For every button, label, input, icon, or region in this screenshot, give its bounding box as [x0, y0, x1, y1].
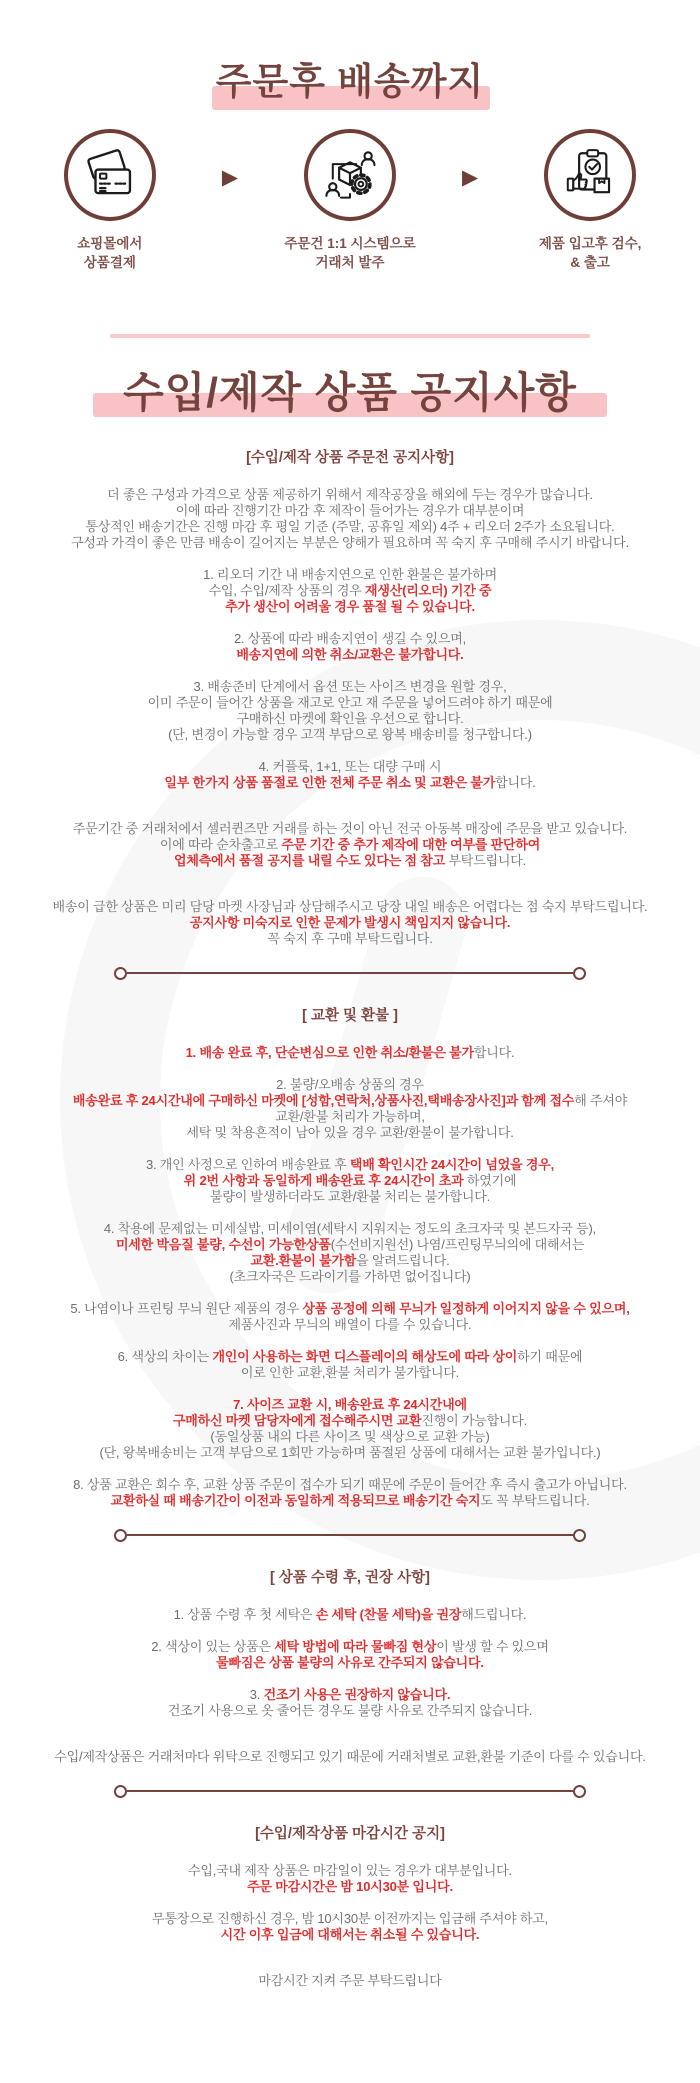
text-line [0, 1077, 700, 1093]
text-line [0, 1301, 700, 1317]
process-row [0, 129, 700, 272]
spacer [0, 807, 700, 821]
paragraph [0, 1221, 700, 1285]
body-text: 2. 색상이 있는 상품은 [151, 1638, 275, 1654]
body-text: 3. 배송준비 단계에서 옵션 또는 사이즈 변경을 원할 경우, [193, 678, 507, 694]
body-text: 해드립니다. [461, 1606, 527, 1622]
emphasis-text: 주문 기간 중 추가 제작에 대한 여부를 판단하여 [281, 836, 541, 852]
body-text: 3. 개인 사정으로 인하여 배송완료 후 [145, 1156, 350, 1172]
step-label-line: & 출고 [570, 254, 610, 270]
notice-title-text: 수입/제작 상품 공지사항 [123, 368, 577, 416]
emphasis-text: 개인이 사용하는 화면 디스플레이의 해상도에 따라 상이 [212, 1348, 518, 1364]
text-line [0, 1237, 700, 1253]
body-text: 통상적인 배송기간은 진행 마감 후 평일 기준 (주말, 공휴일 제외) 4주 + 리오더 2주가 소요됩니다. [85, 518, 615, 534]
body-text: 하기 때문에 [517, 1348, 583, 1364]
body-text: 을 알려드립니다. [356, 1252, 450, 1268]
emphasis-text: 배송지연에 의한 취소/교환은 불가합니다. [236, 646, 464, 662]
body-text: (동일상품 내의 다른 사이즈 및 색상으로 교환 가능) [210, 1428, 490, 1444]
spacer [0, 885, 700, 899]
text-line [0, 487, 700, 503]
text-line [0, 899, 700, 915]
divider-ring [114, 967, 127, 980]
paragraph [0, 1973, 700, 1989]
section-divider [114, 1529, 586, 1542]
body-text: 세탁 및 착용흔적이 남아 있을 경우 교환/환불이 불가합니다. [186, 1124, 514, 1140]
text-line [0, 567, 700, 583]
text-line [0, 1445, 700, 1461]
divider-ring [114, 1529, 127, 1542]
step-label [77, 234, 142, 272]
body-text: 3. [249, 1686, 264, 1702]
paragraph [0, 567, 700, 615]
emphasis-text: 세탁 방법에 따라 물빠짐 현상 [274, 1638, 437, 1654]
text-line [0, 647, 700, 663]
divider-ring [573, 1529, 586, 1542]
body-text: 합니다. [473, 1044, 515, 1060]
step-label [539, 234, 642, 272]
body-text: 6. 색상의 차이는 [117, 1348, 213, 1364]
credit-card-icon [81, 146, 139, 204]
body-text: 이로 인한 교환,환불 처리가 불가합니다. [240, 1364, 460, 1380]
divider-ring [573, 1785, 586, 1798]
text-line [0, 535, 700, 551]
body-text: 진행이 가능합니다. [421, 1412, 528, 1428]
body-text: 수입/제작상품은 거래처마다 위탁으로 진행되고 있기 때문에 거래처별로 교환,환불 기준이 다를 수 있습니다. [54, 1748, 646, 1764]
paragraph [0, 487, 700, 551]
text-line [0, 1045, 700, 1061]
emphasis-text: 주문 마감시간은 밤 10시30분 입니다. [247, 1878, 453, 1894]
step-label-line: 거래처 발주 [315, 254, 385, 270]
step-label-line: 쇼핑몰에서 [77, 235, 143, 251]
body-text: 도 꼭 부탁드립니다. [480, 1492, 590, 1508]
step-label-line: 주문건 1:1 시스템으로 [284, 235, 416, 251]
paragraph [0, 1045, 700, 1061]
text-line [0, 1269, 700, 1285]
text-line [0, 1973, 700, 1989]
body-text: 주문기간 중 거래처에서 셀러퀸즈만 거래를 하는 것이 아닌 전국 아동복 매장에 주문을 받고 있습니다. [72, 820, 628, 836]
body-text: 해 주셔야 [574, 1092, 628, 1108]
paragraph [0, 1349, 700, 1381]
process-step-order [256, 129, 444, 272]
text-line [0, 583, 700, 599]
text-line [0, 931, 700, 947]
body-text: 꼭 숙지 후 구매 부탁드립니다. [267, 930, 433, 946]
text-line [0, 711, 700, 727]
divider-ring [573, 967, 586, 980]
text-line [0, 1639, 700, 1655]
text-line [0, 503, 700, 519]
step-label [284, 234, 415, 272]
section-heading: [ 교환 및 환불 ] [302, 1007, 398, 1024]
body-text: (초크자국은 드라이기를 가하면 없어집니다) [229, 1268, 471, 1284]
text-line [0, 1703, 700, 1719]
text-line [0, 1429, 700, 1445]
body-text: (단, 왕복배송비는 고객 부담으로 1회만 가능하며 품절된 상품에 대해서는 교환 불가입니다.) [99, 1444, 601, 1460]
paragraph [0, 1301, 700, 1333]
text-line [0, 1093, 700, 1109]
arrow-right-icon: ▶ [462, 165, 479, 189]
step-circle [304, 129, 396, 221]
section-divider [114, 1785, 586, 1798]
body-text: 부탁드립니다. [445, 852, 527, 868]
spacer [0, 1959, 700, 1973]
divider-ring [114, 1785, 127, 1798]
text-line [0, 1863, 700, 1879]
emphasis-text: 배송완료 후 24시간내에 구매하신 마켓에 [성함,연락처,상품사진,택배송장사진]과 함께 접수 [72, 1092, 575, 1108]
body-text: 더 좋은 구성과 가격으로 상품 제공하기 위해서 제작공장을 해외에 두는 경우가 많습니다. [107, 486, 593, 502]
notice-content [0, 446, 700, 1989]
body-text: 5. 나염이나 프린팅 무늬 원단 제품의 경우 [70, 1300, 303, 1316]
paragraph [0, 1911, 700, 1943]
emphasis-text: 재생산(리오더) 기간 중 [365, 582, 492, 598]
text-line [0, 775, 700, 791]
body-text: 제품사진과 무늬의 배열이 다를 수 있습니다. [228, 1316, 472, 1332]
divider-line [127, 972, 573, 974]
emphasis-text: 물빠짐은 상품 불량의 사유로 간주되지 않습니다. [216, 1654, 484, 1670]
text-line [0, 1413, 700, 1429]
body-text: 합니다. [495, 774, 536, 790]
text-line [0, 1687, 700, 1703]
body-text: 마감시간 지켜 주문 부탁드립니다 [258, 1972, 442, 1988]
text-line [0, 1125, 700, 1141]
bottom-padding [0, 2005, 700, 2083]
section-heading: [수입/제작 상품 주문전 공지사항] [246, 449, 454, 466]
emphasis-text: 업체측에서 품절 공지를 내릴 수도 있다는 점 참고 [173, 852, 446, 868]
text-line [0, 599, 700, 615]
body-text: 이미 주문이 들어간 상품을 재고로 안고 재 주문을 넣어드려야 하기 때문에 [147, 694, 553, 710]
body-text: 교환/환불 처리가 가능하며, [275, 1108, 425, 1124]
text-line [0, 1879, 700, 1895]
text-line [0, 1749, 700, 1765]
body-text: 4. 커플룩, 1+1, 또는 대량 구매 시 [258, 758, 442, 774]
body-text: 무통장으로 진행하신 경우, 밤 10시30분 이전까지는 입금해 주셔야 하고, [152, 1910, 548, 1926]
body-text: 수입, 수입/제작 상품의 경우 [208, 582, 366, 598]
text-line [0, 695, 700, 711]
text-line [0, 1189, 700, 1205]
text-line [0, 519, 700, 535]
process-step-payment [16, 129, 204, 272]
emphasis-text: 구매하신 마켓 담당자에게 접수해주시면 교환 [172, 1412, 422, 1428]
emphasis-text: 추가 생산이 어려울 경우 품절 될 수 있습니다. [225, 598, 475, 614]
body-text: 배송이 급한 상품은 미리 담당 마켓 사장님과 상담해주시고 당장 내일 배송은 어렵다는 점 숙지 부탁드립니다. [52, 898, 648, 914]
body-text: 2. 상품에 따라 배송지연이 생길 수 있으며, [233, 630, 467, 646]
section-heading: [ 상품 수령 후, 권장 사항] [270, 1569, 430, 1586]
body-text: 하였기에 [463, 1172, 517, 1188]
order-system-icon [321, 146, 379, 204]
text-line [0, 1109, 700, 1125]
paragraph [0, 821, 700, 869]
text-line [0, 679, 700, 695]
emphasis-text: 교환하실 때 배송기간이 이전과 동일하게 적용되므로 배송기간 숙지 [110, 1492, 481, 1508]
text-line [0, 1655, 700, 1671]
paragraph [0, 1863, 700, 1895]
emphasis-text: 일부 한가지 상품 품절로 인한 전체 주문 취소 및 교환은 불가 [164, 774, 496, 790]
body-text: 구매하신 마켓에 확인을 우선으로 합니다. [236, 710, 464, 726]
emphasis-text: 건조기 사용은 권장하지 않습니다. [263, 1686, 451, 1702]
text-line [0, 1317, 700, 1333]
body-text: 8. 상품 교환은 회수 후, 교환 상품 주문이 접수가 되기 때문에 주문이 들어간 후 즉시 출고가 아닙니다. [73, 1476, 627, 1492]
paragraph [0, 631, 700, 663]
text-line [0, 631, 700, 647]
emphasis-text: 상품 공정에 의해 무늬가 일정하게 이어지지 않을 수 있으며, [302, 1300, 630, 1316]
body-text: 수입,국내 제작 상품은 마감일이 있는 경우가 대부분입니다. [188, 1862, 512, 1878]
text-line [0, 1493, 700, 1509]
text-line [0, 1221, 700, 1237]
paragraph [0, 1749, 700, 1765]
text-line [0, 1253, 700, 1269]
emphasis-text: 공지사항 미숙지로 인한 문제가 발생시 책임지지 않습니다. [189, 914, 511, 930]
section-heading: [수입/제작상품 마감시간 공지] [255, 1825, 445, 1842]
inspection-icon [561, 146, 619, 204]
main-title [0, 0, 700, 103]
text-line [0, 759, 700, 775]
text-line [0, 1349, 700, 1365]
section-divider [114, 967, 586, 980]
divider-line [127, 1534, 573, 1536]
emphasis-text: 1. 배송 완료 후, 단순변심으로 인한 취소/환불은 불가 [185, 1044, 474, 1060]
paragraph [0, 679, 700, 743]
step-circle [544, 129, 636, 221]
process-step-inspection [496, 129, 684, 272]
text-line [0, 1477, 700, 1493]
notice-title [0, 370, 700, 416]
main-title-text: 주문후 배송까지 [215, 61, 485, 102]
body-text: 4. 착용에 문제없는 미세실밥, 미세이염(세탁시 지워지는 정도의 초크자국 및 본드자국 등), [103, 1220, 597, 1236]
paragraph [0, 759, 700, 791]
pink-accent-line [110, 334, 590, 338]
text-line [0, 853, 700, 869]
body-text: 2. 불량/오배송 상품의 경우 [276, 1076, 424, 1092]
paragraph [0, 899, 700, 947]
body-text: 1. 상품 수령 후 첫 세탁은 [173, 1606, 316, 1622]
emphasis-text: 교환.환불이 불가함 [250, 1252, 357, 1268]
emphasis-text: 택배 확인시간 24시간이 넘었을 경우, [349, 1156, 555, 1172]
text-line [0, 821, 700, 837]
emphasis-text: 7. 사이즈 교환 시, 배송완료 후 24시간내에 [233, 1396, 467, 1412]
emphasis-text: 손 세탁 (찬물 세탁)을 권장 [315, 1606, 462, 1622]
text-line [0, 1607, 700, 1623]
emphasis-text: 시간 이후 입금에 대해서는 취소될 수 있습니다. [220, 1926, 480, 1942]
body-text: 건조기 사용으로 옷 줄어든 경우도 불량 사유로 간주되지 않습니다. [167, 1702, 533, 1718]
paragraph [0, 1477, 700, 1509]
emphasis-text: 미세한 박음질 불량, 수선이 가능한상품 [115, 1236, 331, 1252]
paragraph [0, 1639, 700, 1671]
divider-line [127, 1790, 573, 1792]
text-line [0, 837, 700, 853]
text-line [0, 727, 700, 743]
body-text: (단, 변경이 가능할 경우 고객 부담으로 왕복 배송비를 청구합니다.) [168, 726, 532, 742]
body-text: 이 발생 할 수 있으며 [436, 1638, 549, 1654]
text-line [0, 1365, 700, 1381]
text-line [0, 1173, 700, 1189]
step-label-line: 제품 입고후 검수, [538, 235, 642, 251]
step-label-line: 상품결제 [83, 254, 136, 270]
paragraph [0, 1687, 700, 1719]
body-text: 구성과 가격이 좋은 만큼 배송이 길어지는 부분은 양해가 필요하며 꼭 숙지 후 구매해 주시기 바랍니다. [71, 534, 629, 550]
emphasis-text: 위 2번 사항과 동일하게 배송완료 후 24시간이 초과 [183, 1172, 464, 1188]
step-circle [64, 129, 156, 221]
text-line [0, 1911, 700, 1927]
text-line [0, 1397, 700, 1413]
paragraph [0, 1157, 700, 1205]
body-text: (수선비지원선) 나염/프린팅무늬의에 대해서는 [330, 1236, 585, 1252]
text-line [0, 1157, 700, 1173]
text-line [0, 1927, 700, 1943]
body-text: 이에 따라 진행기간 마감 후 제작이 들어가는 경우가 대부분이며 [175, 502, 525, 518]
paragraph [0, 1397, 700, 1461]
body-text: 불량이 발생하더라도 교환/환불 처리는 불가합니다. [210, 1188, 490, 1204]
paragraph [0, 1077, 700, 1141]
spacer [0, 1735, 700, 1749]
body-text: 이에 따라 순차출고로 [159, 836, 282, 852]
paragraph [0, 1607, 700, 1623]
body-text: 1. 리오더 기간 내 배송지연으로 인한 환불은 불가하며 [203, 566, 497, 582]
arrow-right-icon: ▶ [221, 165, 238, 189]
text-line [0, 915, 700, 931]
